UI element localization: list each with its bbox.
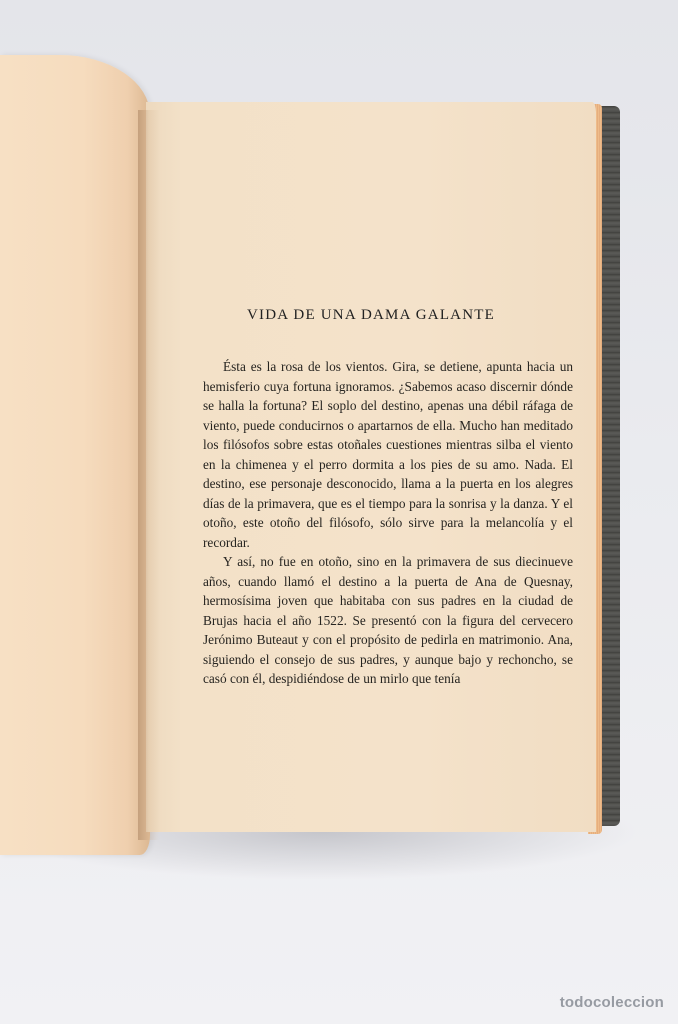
left-blank-page: [0, 55, 150, 855]
chapter-title: VIDA DE UNA DAMA GALANTE: [247, 307, 495, 323]
page-body-text: [203, 357, 573, 689]
paragraph-2: Y así, no fue en otoño, sino en la primavera de sus diecinueve años, cuando llamó el destino a la puerta de Ana de Quesnay, hermosísima joven que habitaba con sus padres en la ciudad de Brujas hacia el año 1522. Se presentó con la figura del cervecero Jerónimo Buteaut y con el propósito de pedirla en matrimonio. Ana, siguiendo el consejo de sus padres, y aunque bajo y rechoncho, se casó con él, despidiéndose de un mirlo que tenía: [203, 554, 573, 686]
right-printed-page: [146, 102, 596, 832]
paragraph-1: Ésta es la rosa de los vientos. Gira, se detiene, apunta hacia un hemisferio cuya fortuna ignoramos. ¿Sabemos acaso discernir dónde se halla la fortuna? El soplo del destino, apenas una débil ráfaga de viento, puede conducirnos o apartarnos de ella. Mucho han meditado los filósofos sobre estas otoñales cuestiones mientras silba el viento en la chimenea y el perro dormita a los pies de su amo. Nada. El destino, ese personaje desconocido, llama a la puerta en los alegres días de la primavera, que es el tiempo para la sonrisa y la danza. Y el otoño, este otoño del filósofo, sólo sirve para la melancolía y el recordar.: [203, 359, 573, 550]
book-gutter-shadow: [138, 110, 160, 840]
watermark: todocoleccion: [559, 994, 664, 1011]
